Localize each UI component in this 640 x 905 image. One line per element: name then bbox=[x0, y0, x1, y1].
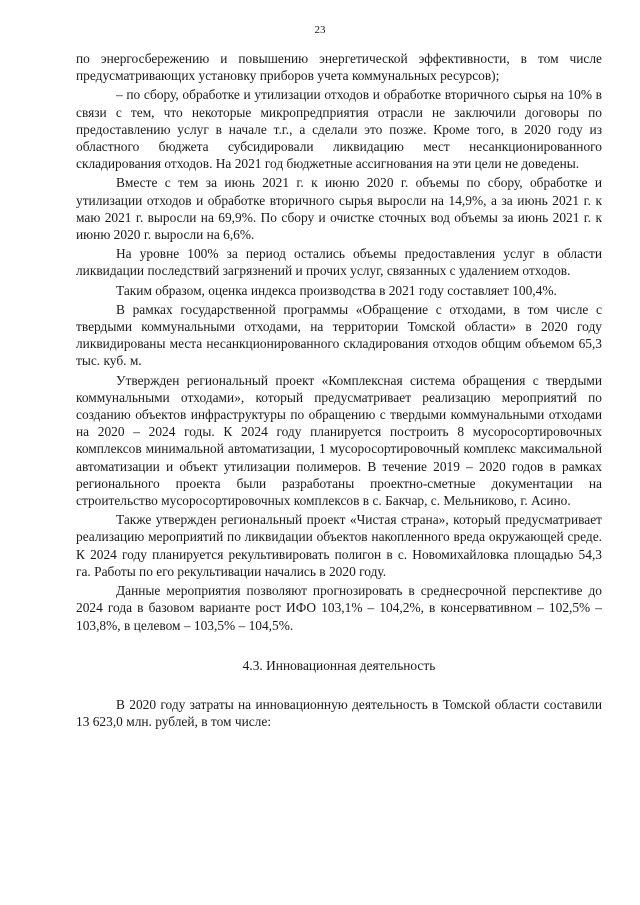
paragraphs-before-heading bbox=[76, 50, 602, 634]
paragraphs-after-heading bbox=[76, 696, 602, 730]
paragraph: Вместе с тем за июнь 2021 г. к июню 2020 г. объемы по сбору, обработке и утилизации отходов и обработке вторичного сырья выросли на 14,9%, а за июнь 2021 г. к маю 2021 г. выросли на 69,9%. По сбору и очистке сточных вод объемы за июнь 2021 г. к июню 2020 г. выросли на 6,6%. bbox=[76, 175, 602, 243]
paragraph: – по сбору, обработке и утилизации отходов и обработке вторичного сырья на 10% в связи с тем, что некоторые микропредприятия отрасли не заключили договоры по предоставлению услуг в начале т.г., а сделали это позже. Кроме того, в 2020 году из областного бюджета субсидировали ликвидацию мест несанкционированного складирования отходов. На 2021 год бюджетные ассигнования на эти цели не доведены. bbox=[76, 87, 602, 172]
paragraph: Таким образом, оценка индекса производства в 2021 году составляет 100,4%. bbox=[116, 282, 557, 298]
paragraph: В рамках государственной программы «Обращение с отходами, в том числе с твердыми коммунальными отходами, на территории Томской области» в 2020 году ликвидированы места несанкционированного складирования отходов общим объемом 65,3 тыс. куб. м. bbox=[76, 301, 602, 369]
paragraph: На уровне 100% за период остались объемы предоставления услуг в области ликвидации последствий загрязнений и прочих услуг, связанных с удалением отходов. bbox=[76, 246, 602, 279]
document-body bbox=[76, 50, 602, 730]
paragraph: Данные мероприятия позволяют прогнозировать в среднесрочной перспективе до 2024 года в базовом варианте рост ИФО 103,1% – 104,2%, в консервативном – 102,5% – 103,8%, в целевом – 103,5% – 104,5%. bbox=[76, 583, 602, 633]
paragraph: В 2020 году затраты на инновационную деятельность в Томской области составили 13 623,0 млн. рублей, в том числе: bbox=[76, 696, 602, 730]
paragraph: по энергосбережению и повышению энергетической эффективности, в том числе предусматривающих установку приборов учета коммунальных ресурсов); bbox=[76, 51, 602, 84]
paragraph: Утвержден региональный проект «Комплексная система обращения с твердыми коммунальными отходами», который предусматривает реализацию мероприятий по созданию объектов инфраструктуры по обращению с твердыми коммунальными отходами на 2020 – 2024 годы. К 2024 году планируется построить 8 мусоросортировочных комплексов минимальной автоматизации, 1 мусоросортировочный комплекс максимальной автоматизации и объект утилизации полимеров. В течение 2019 – 2020 годов в рамках регионального проекта были разработаны проектно-сметные документации на строительство мусоросортировочных комплексов в с. Бакчар, с. Мельниково, г. Асино. bbox=[76, 372, 602, 509]
page-number: 23 bbox=[314, 24, 326, 36]
section-heading: 4.3. Инновационная деятельность bbox=[242, 657, 436, 673]
paragraph: Также утвержден региональный проект «Чистая страна», который предусматривает реализацию мероприятий по ликвидации объектов накопленного вреда окружающей среде. К 2024 году планируется рекультивировать полигон в с. Новомихайловка площадью 54,3 га. Работы по его рекультивации начались в 2020 году. bbox=[76, 512, 602, 579]
